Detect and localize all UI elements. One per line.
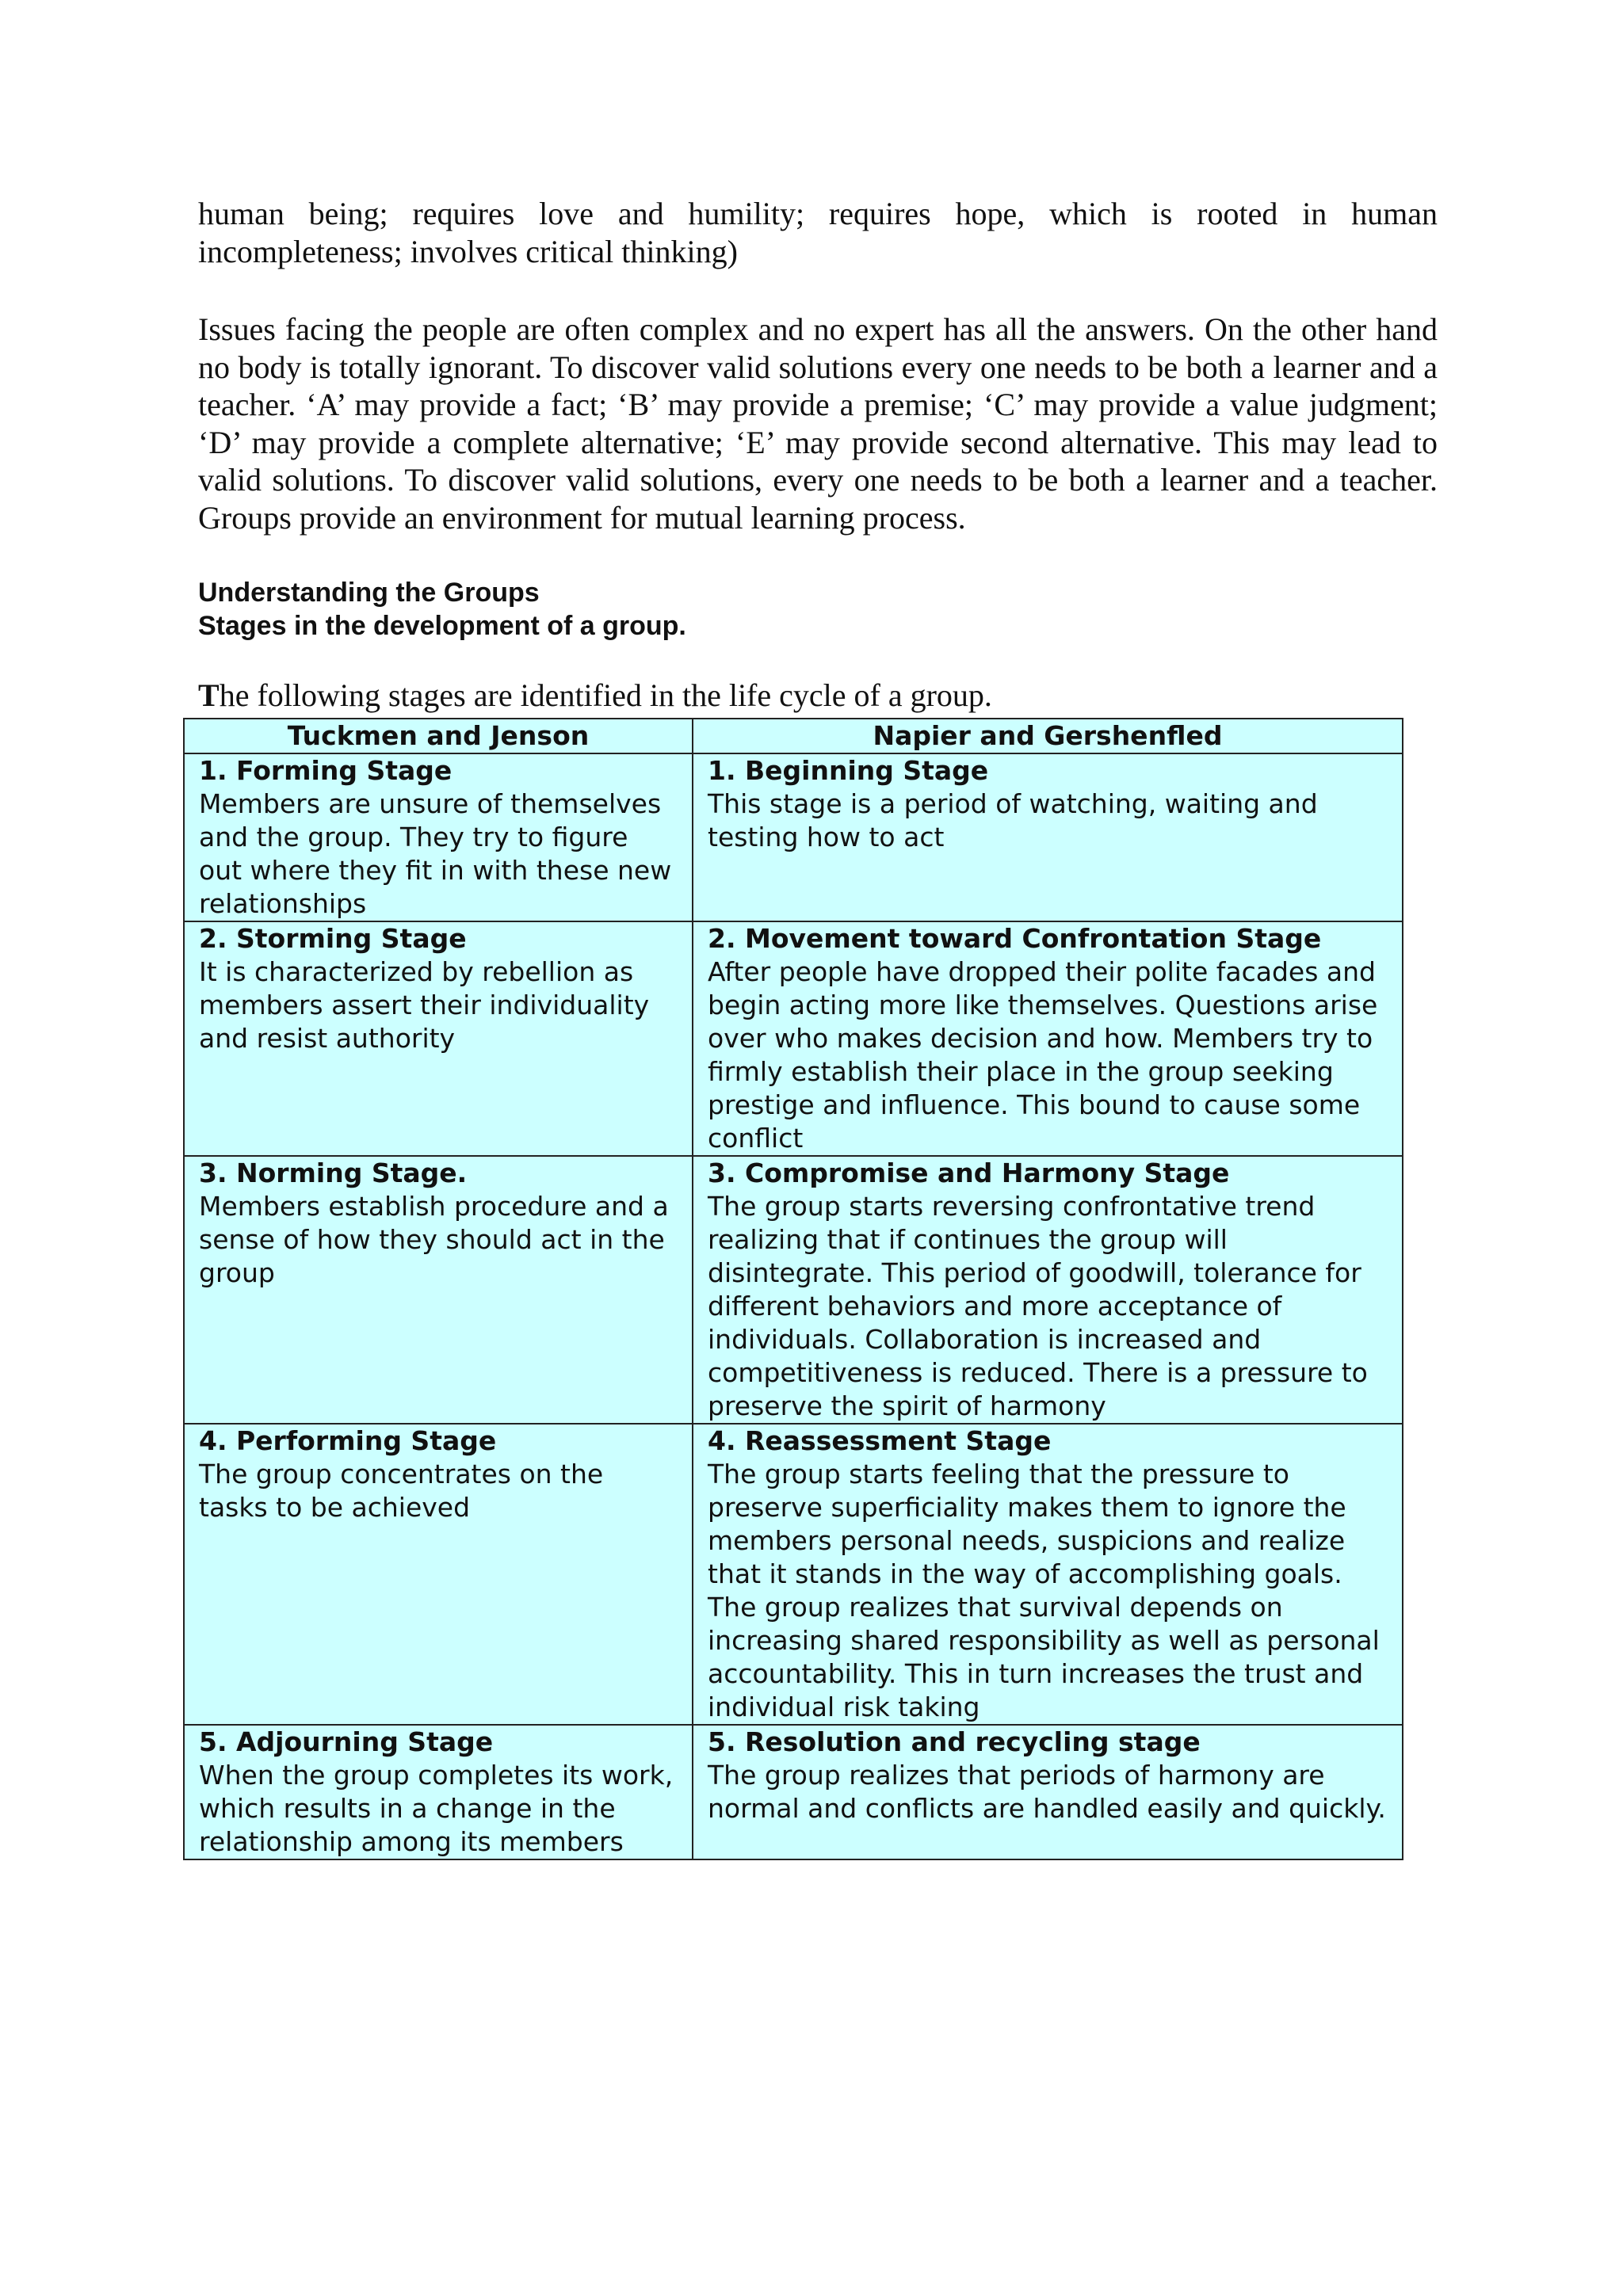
column-header-tuckmen-jenson: Tuckmen and Jenson <box>184 719 693 753</box>
table-cell-left <box>184 1725 693 1859</box>
table-cell-left <box>184 1424 693 1725</box>
stage-title: 2. Storming Stage <box>199 923 467 954</box>
column-header-napier-gershenfled: Napier and Gershenfled <box>693 719 1403 753</box>
stage-title: 3. Compromise and Harmony Stage <box>708 1158 1230 1188</box>
stage-description: This stage is a period of watching, waiting and testing how to act <box>708 788 1318 852</box>
stage-description: The group starts reversing confrontative trend realizing that if continues the group will disintegrate. This period of goodwill, tolerance for different behaviors and more acceptance of individuals. Collaboration is increased and competitiveness is reduced. There is a pressure to preserve the spirit of harmony <box>708 1191 1368 1421</box>
table-cell-left <box>184 921 693 1156</box>
table-intro-sentence <box>198 677 992 715</box>
table-cell-right <box>693 1424 1403 1725</box>
stage-description: It is characterized by rebellion as members assert their individuality and resist authority <box>199 956 650 1054</box>
intro-text: he following stages are identified in the life cycle of a group. <box>219 677 992 713</box>
stage-description: The group realizes that periods of harmony are normal and conflicts are handled easily and quickly. <box>708 1760 1386 1824</box>
table-cell-right <box>693 1725 1403 1859</box>
heading-stages-development: Stages in the development of a group. <box>198 611 686 641</box>
table-row <box>184 753 1403 921</box>
table-cell-right <box>693 1156 1403 1424</box>
paragraph-continuation: human being; requires love and humility; requires hope, which is rooted in human incompleteness; involves critical thinking) <box>198 196 1438 269</box>
table-row <box>184 1424 1403 1725</box>
table-row <box>184 1156 1403 1424</box>
table-header-row <box>184 719 1403 753</box>
table-row <box>184 1725 1403 1859</box>
table-cell-right <box>693 753 1403 921</box>
stage-description: The group starts feeling that the pressure to preserve superficiality makes them to ignore the members personal needs, suspicions and realize that it stands in the way of accomplishing goals. The group realizes that survival depends on increasing shared responsibility as well as personal accountability. This in turn increases the trust and individual risk taking <box>708 1459 1380 1722</box>
stage-title: 1. Beginning Stage <box>708 755 989 786</box>
intro-drop-letter: T <box>198 677 220 713</box>
stage-title: 4. Reassessment Stage <box>708 1425 1052 1456</box>
stage-title: 1. Forming Stage <box>199 755 453 786</box>
section-headings <box>198 576 686 643</box>
table-cell-right <box>693 921 1403 1156</box>
stage-title: 2. Movement toward Confrontation Stage <box>708 923 1322 954</box>
stage-description: When the group completes its work, which results in a change in the relationship among its members <box>199 1760 674 1857</box>
heading-understanding-groups: Understanding the Groups <box>198 578 540 608</box>
paragraph-issues: Issues facing the people are often complex and no expert has all the answers. On the other hand no body is totally ignorant. To discover valid solutions every one needs to be both a learner and a teacher. ‘A’ may provide a fact; ‘B’ may provide a premise; ‘C’ may provide a value judgment; ‘D’ may provide a complete alternative; ‘E’ may provide second alternative. This may lead to valid solutions. To discover valid solutions, every one needs to be both a learner and a teacher. Groups provide an environment for mutual learning process. <box>198 311 1438 536</box>
stage-description: The group concentrates on the tasks to be achieved <box>199 1459 604 1523</box>
stage-title: 4. Performing Stage <box>199 1425 497 1456</box>
stage-title: 5. Resolution and recycling stage <box>708 1726 1201 1757</box>
table-cell-left <box>184 753 693 921</box>
stage-description: Members establish procedure and a sense of how they should act in the group <box>199 1191 669 1288</box>
stage-description: After people have dropped their polite facades and begin acting more like themselves. Questions arise over who makes decision and how. Members try to firmly establish their place in the group seeking prestige and influence. This bound to cause some conflict <box>708 956 1378 1154</box>
group-stages-table <box>183 718 1403 1860</box>
table-row <box>184 921 1403 1156</box>
table-cell-left <box>184 1156 693 1424</box>
stage-title: 3. Norming Stage. <box>199 1158 468 1188</box>
stage-title: 5. Adjourning Stage <box>199 1726 494 1757</box>
stage-description: Members are unsure of themselves and the group. They try to figure out where they fit in with these new relationships <box>199 788 672 919</box>
